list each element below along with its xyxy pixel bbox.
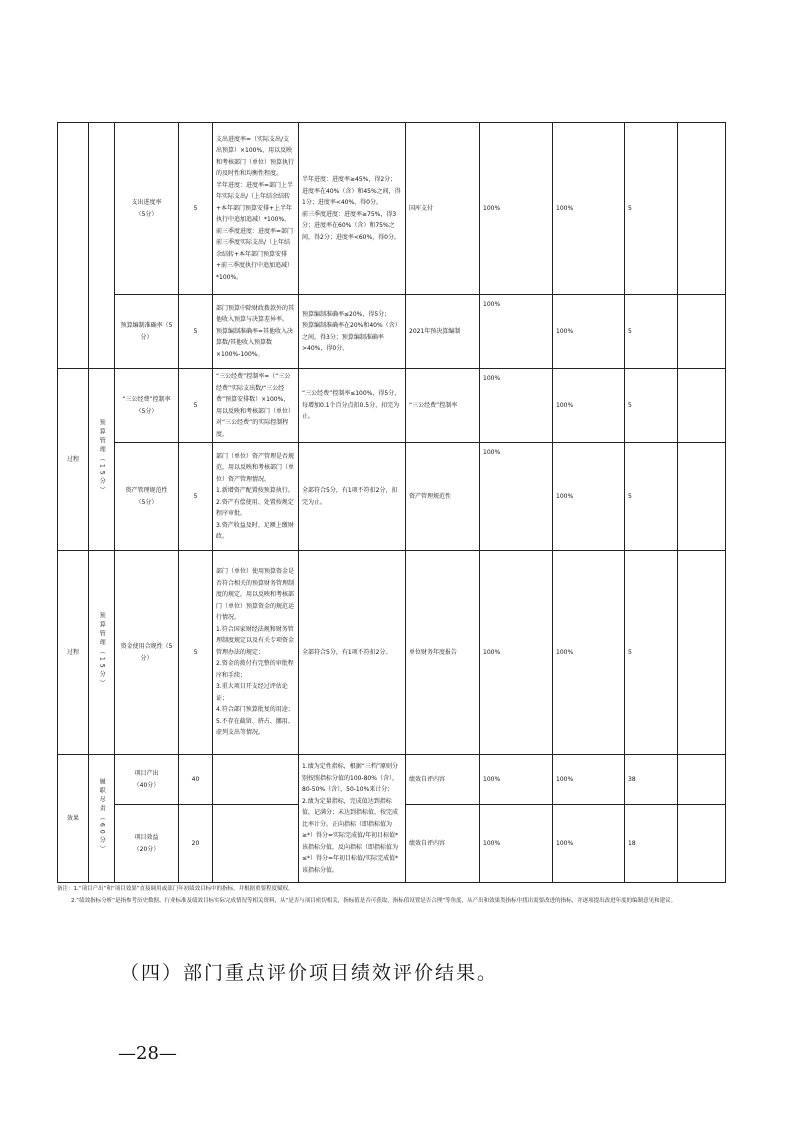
actual-value: 100%: [553, 551, 625, 755]
indicator-name: “三公经费”控制率 （5分）: [115, 369, 179, 443]
analysis-cell: [678, 369, 726, 443]
table-row: [58, 755, 726, 805]
scoring-standard: “三公经费”控制率≤100%，得5分，每增加0.1个百分点扣0.5分，扣完为止。: [299, 369, 406, 443]
subcategory-cell: [89, 755, 115, 883]
score-obtained: 38: [625, 755, 678, 805]
data-source: 绩效自评内容: [406, 805, 480, 883]
data-source: 绩效自评内容: [406, 755, 480, 805]
table-row: [58, 295, 726, 369]
indicator-name: 项目效益 （20分）: [115, 805, 179, 883]
indicator-name: 资产管理规范性 （5分）: [115, 443, 179, 551]
indicator-definition: 部门（单位）使用预算资金是否符合相关的预算财务管理制度的规定，用以反映和考核部门（单位）预算资金的规范运行情况。 1.符合国家财经法规和财务管理制度规定以及有关专项资金管理办法的规定； 2.资金的拨付有完整的审批程序和手续； 3.重大项目开支经过评估论证； 4.符合部门预算批复的用途； 5.不存在截留、挤占、挪用、虚列支出等情况。: [213, 551, 299, 755]
indicator-score: 5: [179, 369, 213, 443]
data-source: 单位财务年度报告: [406, 551, 480, 755]
indicator-name: 资金使用合规性（5分）: [115, 551, 179, 755]
category-cell: [58, 551, 89, 755]
note-2: 2.“绩效指标分析”是指参考历史数据、行业标准及绩效目标实际完成情况等相关资料，从“是否与项目密切相关，指标值是否可获取，指标值设置是否合理”等角度，从产出和效果类指标中找出需要改进的指标，并逐项提出改进年度的编制意见和建议。: [71, 898, 677, 904]
target-value: 100%: [480, 551, 553, 755]
score-obtained: 5: [625, 123, 678, 295]
score-obtained: 5: [625, 551, 678, 755]
performance-table: [57, 122, 726, 883]
category-label-process: 过程: [66, 455, 79, 463]
analysis-cell: [678, 295, 726, 369]
indicator-name: 预算编制准确率（5分）: [115, 295, 179, 369]
data-source: “三公经费”控制率: [406, 369, 480, 443]
target-value: 100%: [480, 369, 553, 443]
score-obtained: 5: [625, 295, 678, 369]
table-row: [58, 369, 726, 443]
target-value: 100%: [480, 805, 553, 883]
analysis-cell: [678, 123, 726, 295]
data-source: 2021年预决算编制: [406, 295, 480, 369]
analysis-cell: [678, 805, 726, 883]
target-value: 100%: [480, 443, 553, 551]
actual-value: 100%: [553, 369, 625, 443]
analysis-cell: [678, 443, 726, 551]
indicator-score: 5: [179, 295, 213, 369]
indicator-definition: [213, 755, 299, 805]
scoring-standard: 预算编制准确率≤20%，得5分； 预算编制准确率在20%和40%（含）之间，得3分；预算编制准确率>40%，得0分。: [299, 295, 406, 369]
indicator-score: 5: [179, 551, 213, 755]
indicator-definition: “三公经费”控制率=（“三公经费”实际支出数/“三公经费”预算安排数）×100%，用以反映和考核部门（单位）对“三公经费”的实际控制程度。: [213, 369, 299, 443]
subcategory-budget-label: 预算管理（15分）: [98, 611, 106, 689]
page-number: —28—: [118, 1043, 177, 1064]
table-row: [58, 551, 726, 755]
actual-value: 100%: [553, 443, 625, 551]
analysis-cell: [678, 755, 726, 805]
indicator-score: 20: [179, 805, 213, 883]
indicator-definition: 支出进度率=（实际支出/支出预算）×100%，用以反映和考核部门（单位）预算执行的及时性和均衡性程度。 半年进度：进度率=部门上半年实际支出/（上年结余结转+本年部门预算安排+上半年执行中追加追减）*100%。 前三季度进度：进度率=部门前三季度实际支出/（上年结余结转+本年部门预算安排+前三季度执行中追加追减）*100%。: [213, 123, 299, 295]
target-value: 100%: [480, 123, 553, 295]
actual-value: 100%: [553, 755, 625, 805]
target-value: 100%: [480, 295, 553, 369]
scoring-standard: 半年进度：进度率≥45%，得2分；进度率在40%（含）和45%之间，得1分；进度率<40%，得0分。 前三季度进度：进度率≥75%，得3分；进度率在60%（含）和75%之间，得2分；进度率<60%，得0分。: [299, 123, 406, 295]
subcategory-duty-label: 履职尽责（60分）: [98, 777, 106, 855]
scoring-standard: 全部符合5分，有1项不符扣2分。: [299, 551, 406, 755]
subcategory-budget-label: 预算管理（15分）: [98, 418, 106, 496]
table-row: [58, 123, 726, 295]
subcategory-cell: [89, 551, 115, 755]
actual-value: 100%: [553, 295, 625, 369]
score-obtained: 5: [625, 369, 678, 443]
indicator-name: 项目产出 （40分）: [115, 755, 179, 805]
indicator-definition: 部门预算中除财政拨款外的其他收入预算与决算差异率。 预算编制准确率=其他收入决算数/其他收入预算数×100%-100%。: [213, 295, 299, 369]
category-cell: [58, 123, 89, 369]
category-label-process: 过程: [66, 648, 79, 656]
data-source: 资产管理规范性: [406, 443, 480, 551]
subcategory-cell: [89, 123, 115, 369]
table-row: [58, 443, 726, 551]
section-heading: （四）部门重点评价项目绩效评价结果。: [120, 962, 499, 984]
subcategory-cell: [89, 369, 115, 551]
table-notes: [57, 883, 725, 907]
target-value: 100%: [480, 755, 553, 805]
score-obtained: 5: [625, 443, 678, 551]
category-cell: [58, 369, 89, 551]
note-1: 备注：1.“项目产出”和“项目效果”直接调用或部门年初绩效目标中的指标，并根据重要程度赋权。: [57, 886, 294, 892]
scoring-standard: 1.绩为定性指标，根据“三档”原则分别按照指标分值的100-80%（含），80-50%（含），50-10%来计分； 2.绩为定量指标，完成值达到指标值，记满分；未达到指标值，按完成比率计分。正向指标（即指标值为≥*）得分=实际完成值/年初目标值*该指标分值，反向指标（即指标值为≤*）得分=年初目标值/实际完成值*该指标分值。: [299, 755, 406, 883]
scoring-standard: 全部符合5分，有1项不符扣2分，扣完为止。: [299, 443, 406, 551]
indicator-definition: [213, 805, 299, 883]
actual-value: 100%: [553, 805, 625, 883]
indicator-score: 5: [179, 443, 213, 551]
data-source: 国库支付: [406, 123, 480, 295]
actual-value: 100%: [553, 123, 625, 295]
category-cell: [58, 755, 89, 883]
analysis-cell: [678, 551, 726, 755]
category-label-result: 效果: [66, 814, 79, 822]
indicator-definition: 部门（单位）资产管理是否规范，用以反映和考核部门（单位）资产管理情况。 1.新增资产配置按预算执行。 2.资产有偿使用、处置按规定程序审批。 3.资产收益及时、足额上缴财政。: [213, 443, 299, 551]
indicator-score: 40: [179, 755, 213, 805]
indicator-score: 5: [179, 123, 213, 295]
indicator-name: 支出进度率 （5分）: [115, 123, 179, 295]
score-obtained: 18: [625, 805, 678, 883]
